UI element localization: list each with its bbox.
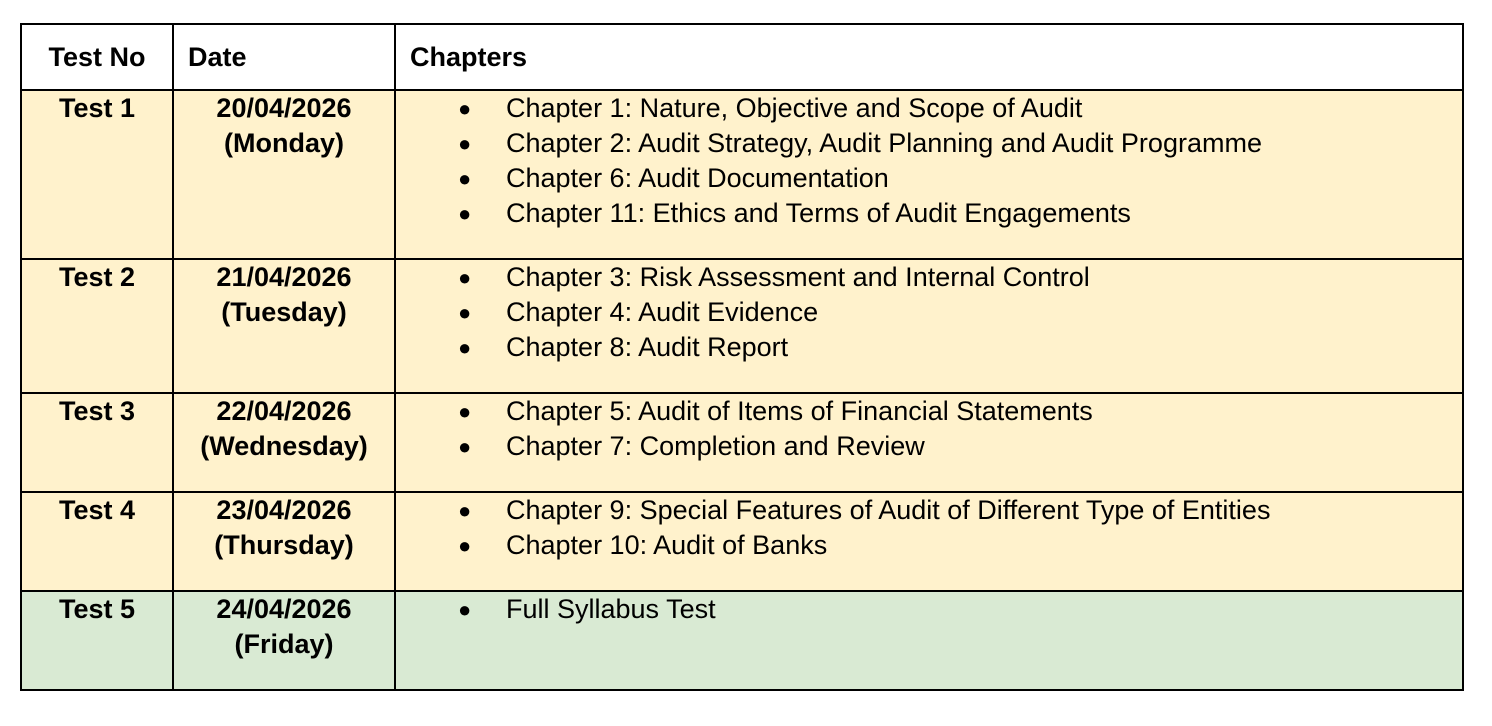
chapter-text: Full Syllabus Test	[506, 594, 716, 624]
bullet-icon: ●	[458, 131, 472, 156]
chapter-text: Chapter 11: Ethics and Terms of Audit Engagements	[506, 198, 1131, 228]
chapter-text: Chapter 10: Audit of Banks	[506, 530, 828, 560]
table-row	[21, 591, 1463, 690]
bullet-icon: ●	[458, 166, 472, 191]
bullet-icon: ●	[458, 434, 472, 459]
bullet-icon: ●	[458, 96, 472, 121]
date-value: 20/04/2026	[216, 93, 352, 123]
chapter-text: Chapter 2: Audit Strategy, Audit Planning and Audit Programme	[506, 128, 1262, 158]
test-date	[173, 393, 395, 492]
chapter-text: Chapter 8: Audit Report	[506, 332, 789, 362]
chapter-text: Chapter 6: Audit Documentation	[506, 163, 889, 193]
bullet-icon: ●	[458, 533, 472, 558]
table-row	[21, 259, 1463, 393]
test-number: Test 1	[21, 90, 173, 259]
header-date: Date	[173, 24, 395, 90]
day-value: (Monday)	[224, 128, 344, 158]
test-number: Test 5	[21, 591, 173, 690]
day-value: (Wednesday)	[200, 431, 368, 461]
test-date	[173, 591, 395, 690]
bullet-icon: ●	[458, 597, 472, 622]
test-date	[173, 259, 395, 393]
chapter-text: Chapter 3: Risk Assessment and Internal Control	[506, 262, 1090, 292]
list-item	[396, 196, 1462, 231]
list-item	[396, 330, 1462, 365]
bullet-icon: ●	[458, 265, 472, 290]
chapter-list	[396, 394, 1462, 464]
chapter-text: Chapter 9: Special Features of Audit of Different Type of Entities	[506, 495, 1271, 525]
list-item	[396, 295, 1462, 330]
list-item	[396, 592, 1462, 627]
chapters-cell	[395, 393, 1463, 492]
chapters-cell	[395, 492, 1463, 591]
date-value: 22/04/2026	[216, 396, 352, 426]
test-number: Test 3	[21, 393, 173, 492]
bullet-icon: ●	[458, 335, 472, 360]
test-date	[173, 492, 395, 591]
table-row	[21, 393, 1463, 492]
chapters-cell	[395, 90, 1463, 259]
bullet-icon: ●	[458, 399, 472, 424]
chapter-list	[396, 260, 1462, 365]
chapter-list	[396, 493, 1462, 563]
chapter-list	[396, 592, 1462, 627]
date-value: 21/04/2026	[216, 262, 352, 292]
list-item	[396, 260, 1462, 295]
header-row	[21, 24, 1463, 90]
day-value: (Thursday)	[214, 530, 354, 560]
list-item	[396, 429, 1462, 464]
bullet-icon: ●	[458, 498, 472, 523]
date-value: 24/04/2026	[216, 594, 352, 624]
table-row	[21, 492, 1463, 591]
list-item	[396, 493, 1462, 528]
chapter-list	[396, 91, 1462, 231]
header-test-no: Test No	[21, 24, 173, 90]
table-row	[21, 90, 1463, 259]
test-date	[173, 90, 395, 259]
list-item	[396, 528, 1462, 563]
list-item	[396, 126, 1462, 161]
bullet-icon: ●	[458, 300, 472, 325]
list-item	[396, 91, 1462, 126]
date-value: 23/04/2026	[216, 495, 352, 525]
day-value: (Friday)	[234, 629, 334, 659]
chapters-cell	[395, 259, 1463, 393]
day-value: (Tuesday)	[221, 297, 347, 327]
test-schedule-table	[20, 23, 1464, 691]
test-number: Test 2	[21, 259, 173, 393]
chapter-text: Chapter 4: Audit Evidence	[506, 297, 819, 327]
test-number: Test 4	[21, 492, 173, 591]
bullet-icon: ●	[458, 201, 472, 226]
chapters-cell	[395, 591, 1463, 690]
list-item	[396, 394, 1462, 429]
chapter-text: Chapter 7: Completion and Review	[506, 431, 925, 461]
chapter-text: Chapter 5: Audit of Items of Financial Statements	[506, 396, 1093, 426]
chapter-text: Chapter 1: Nature, Objective and Scope of Audit	[506, 93, 1083, 123]
list-item	[396, 161, 1462, 196]
header-chapters: Chapters	[395, 24, 1463, 90]
